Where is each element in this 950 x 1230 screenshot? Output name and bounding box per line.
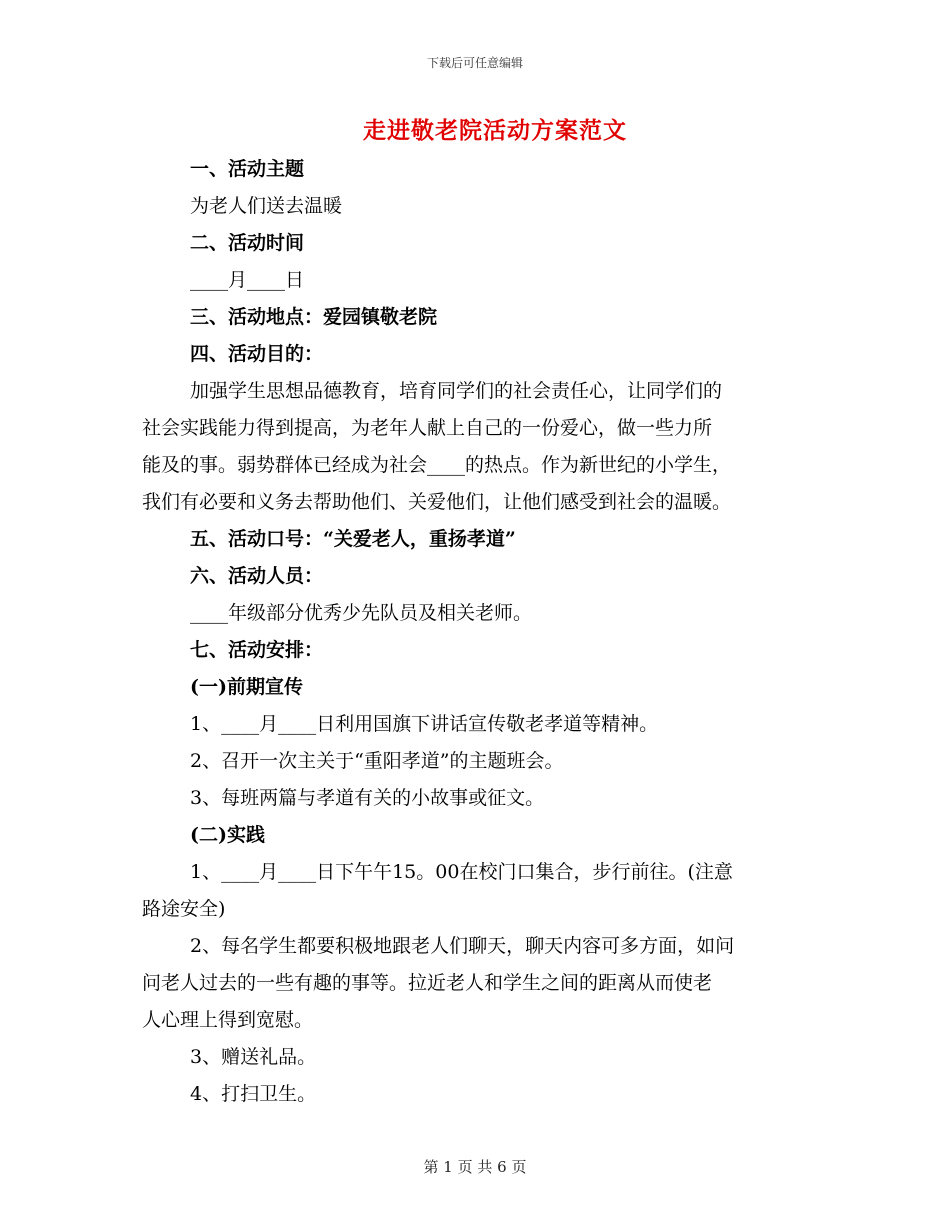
section-heading-time: 二、活动时间 [190, 232, 305, 254]
list-item-practice-2-line-3: 人心理上得到宽慰。 [142, 1009, 314, 1031]
document-title: 走进敬老院活动方案范文 [363, 117, 627, 144]
list-item-practice-1-line-1: 1、____月____日下午午15。00在校门口集合，步行前往。(注意 [190, 861, 733, 883]
section-heading-arrangement: 七、活动安排： [190, 639, 324, 661]
paragraph-theme: 为老人们送去温暖 [190, 195, 343, 217]
section-heading-people: 六、活动人员： [190, 565, 324, 587]
paragraph-people: ____年级部分优秀少先队员及相关老师。 [190, 602, 533, 624]
list-item-practice-4: 4、打扫卫生。 [190, 1083, 317, 1105]
subheading-practice: (二)实践 [190, 824, 265, 846]
section-heading-theme: 一、活动主题 [190, 158, 305, 180]
paragraph-purpose-line-1: 加强学生思想品德教育，培育同学们的社会责任心，让同学们的 [190, 380, 723, 402]
list-item-publicity-1: 1、____月____日利用国旗下讲话宣传敬老孝道等精神。 [190, 713, 659, 735]
section-heading-location: 三、活动地点：爱园镇敬老院 [190, 306, 438, 328]
page-footer: 第 1 页 共 6 页 [423, 1158, 527, 1176]
subheading-publicity: (一)前期宣传 [190, 676, 303, 698]
list-item-practice-2-line-1: 2、每名学生都要积极地跟老人们聊天，聊天内容可多方面，如问 [190, 935, 735, 957]
section-heading-slogan: 五、活动口号：“关爱老人，重扬孝道” [190, 528, 516, 550]
paragraph-time: ____月____日 [190, 269, 305, 291]
paragraph-purpose-line-4: 我们有必要和义务去帮助他们、关爱他们，让他们感受到社会的温暖。 [142, 491, 732, 513]
list-item-publicity-2: 2、召开一次主关于“重阳孝道”的主题班会。 [190, 750, 564, 772]
page-header-note: 下载后可任意编辑 [426, 56, 523, 70]
paragraph-purpose-line-2: 社会实践能力得到提高，为老年人献上自己的一份爱心，做一些力所 [142, 417, 713, 439]
list-item-publicity-3: 3、每班两篇与孝道有关的小故事或征文。 [190, 787, 545, 809]
list-item-practice-1-line-2: 路途安全) [142, 898, 226, 920]
section-heading-purpose: 四、活动目的： [190, 343, 324, 365]
paragraph-purpose-line-3: 能及的事。弱势群体已经成为社会____的热点。作为新世纪的小学生， [142, 454, 732, 476]
list-item-practice-3: 3、赠送礼品。 [190, 1046, 317, 1068]
list-item-practice-2-line-2: 问老人过去的一些有趣的事等。拉近老人和学生之间的距离从而使老 [142, 972, 713, 994]
